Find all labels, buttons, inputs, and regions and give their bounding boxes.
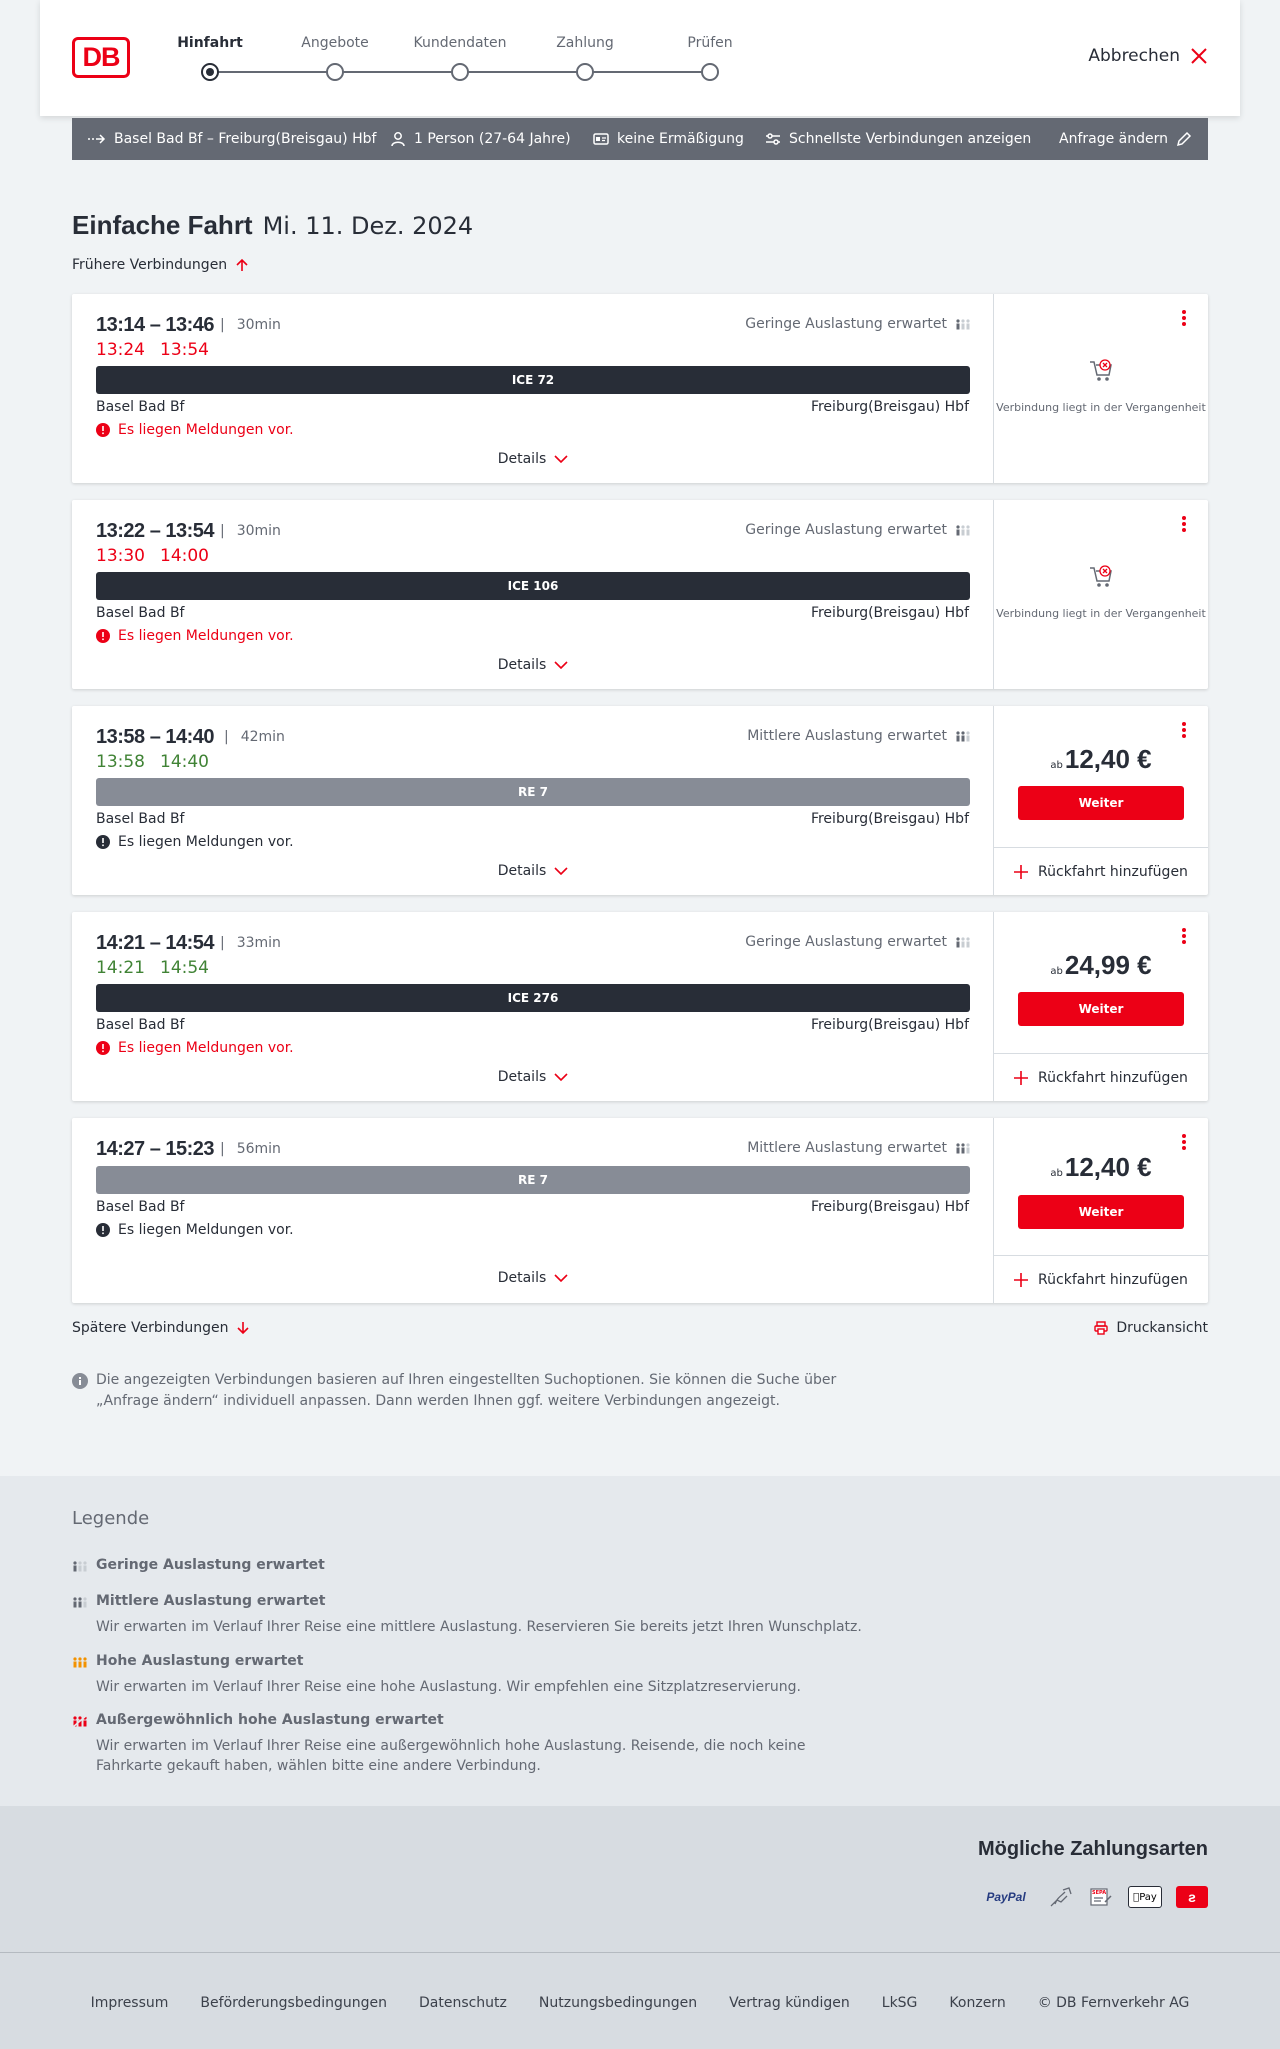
- chevron-down-icon: [554, 455, 568, 463]
- arrival-station: Freiburg(Breisgau) Hbf: [810, 1017, 969, 1033]
- earlier-connections-link[interactable]: [72, 257, 249, 273]
- offer-panel: [994, 294, 1208, 483]
- disruption-text: Es liegen Meldungen vor.: [118, 422, 294, 438]
- summary-options[interactable]: [765, 118, 1031, 160]
- legend-item-text: Wir erwarten im Verlauf Ihrer Reise eine mittlere Auslastung. Reservieren Sie bereits jetzt Ihren Wunschplatz.: [96, 1619, 862, 1635]
- more-options-icon[interactable]: [1176, 1132, 1192, 1152]
- details-label: Details: [497, 863, 547, 879]
- more-options-icon[interactable]: [1176, 720, 1192, 740]
- disruption-message: [96, 1040, 294, 1056]
- add-return-label: Rückfahrt hinzufügen: [1038, 1069, 1188, 1086]
- add-return-label: Rückfahrt hinzufügen: [1038, 1271, 1188, 1288]
- alert-icon: [96, 1041, 110, 1055]
- connection-times: 13:14 – 13:46: [96, 314, 215, 336]
- db-logo[interactable]: DB: [72, 37, 130, 78]
- step-dot-hinfahrt: [201, 63, 219, 81]
- cart-unavailable-icon: [1087, 356, 1115, 384]
- plus-icon: [1014, 1071, 1028, 1085]
- price-prefix: ab: [1050, 1168, 1063, 1179]
- details-label: Details: [497, 451, 547, 467]
- disruption-text: Es liegen Meldungen vor.: [118, 1222, 294, 1238]
- legend-item-title: Hohe Auslastung erwartet: [96, 1653, 304, 1669]
- legend-item-low: [72, 1557, 872, 1573]
- details-toggle[interactable]: [72, 1069, 994, 1085]
- connection-duration: | 33min: [220, 935, 281, 951]
- realtime-departure: 13:58: [96, 752, 145, 772]
- footer-links: [0, 1995, 1280, 2011]
- connection-info[interactable]: [72, 706, 994, 895]
- connection-duration: | 30min: [220, 317, 281, 333]
- step-dot-kundendaten: [451, 63, 469, 81]
- discount-text: keine Ermäßigung: [617, 131, 744, 147]
- more-options-icon[interactable]: [1176, 514, 1192, 534]
- connection-duration: | 30min: [220, 523, 281, 539]
- occupancy-low-icon: [72, 1559, 88, 1573]
- arrival-station: Freiburg(Breisgau) Hbf: [810, 399, 969, 415]
- search-summary-bar: [72, 118, 1208, 160]
- arrival-station: Freiburg(Breisgau) Hbf: [810, 811, 969, 827]
- step-dot-pruefen: [701, 63, 719, 81]
- disruption-text: Es liegen Meldungen vor.: [118, 1040, 294, 1056]
- summary-discount[interactable]: [593, 118, 744, 160]
- legend-item-text: Wir erwarten im Verlauf Ihrer Reise eine hohe Auslastung. Wir empfehlen eine Sitzplatzreservierung.: [96, 1679, 801, 1695]
- disruption-text: Es liegen Meldungen vor.: [118, 834, 294, 850]
- payment-methods: [978, 1886, 1208, 1908]
- occupancy-low-icon: [955, 317, 971, 331]
- connection-times: 13:58 – 14:40: [96, 726, 215, 748]
- alert-icon: [96, 423, 110, 437]
- trip-date: Mi. 11. Dez. 2024: [262, 212, 474, 240]
- realtime-arrival: 14:54: [160, 958, 209, 978]
- arrival-station: Freiburg(Breisgau) Hbf: [810, 605, 969, 621]
- offer-panel: [994, 500, 1208, 689]
- person-icon: [390, 131, 406, 147]
- legend-item-title: Geringe Auslastung erwartet: [96, 1557, 325, 1573]
- step-hinfahrt: Hinfahrt: [177, 35, 243, 51]
- chevron-down-icon: [554, 661, 568, 669]
- train-bar[interactable]: ICE 106: [96, 572, 970, 600]
- departure-station: Basel Bad Bf: [96, 1199, 185, 1215]
- occupancy-medium-icon: [72, 1595, 88, 1609]
- past-connection-note: Verbindung liegt in der Vergangenheit: [996, 607, 1206, 620]
- occupancy-low-icon: [955, 523, 971, 537]
- connection-card: [72, 1118, 1208, 1303]
- payment-title: Mögliche Zahlungsarten: [977, 1838, 1208, 1860]
- connection-times: 14:27 – 15:23: [96, 1138, 215, 1160]
- legend-item-very-high: [72, 1712, 872, 1776]
- footer-copyright: © DB Fernverkehr AG: [1037, 1995, 1190, 2011]
- connection-card: [72, 500, 1208, 689]
- footer-link-impressum[interactable]: Impressum: [90, 1995, 169, 2011]
- legend-item-medium: [72, 1593, 872, 1637]
- footer-link-lksg[interactable]: LkSG: [881, 1995, 918, 2011]
- legend-item-title: Mittlere Auslastung erwartet: [96, 1593, 326, 1609]
- details-label: Details: [497, 1270, 547, 1286]
- chevron-down-icon: [554, 1073, 568, 1081]
- more-options-icon[interactable]: [1176, 308, 1192, 328]
- db-bonus-icon: ƨ: [1176, 1886, 1208, 1908]
- print-view-link[interactable]: [1094, 1320, 1208, 1336]
- summary-travelers[interactable]: [390, 118, 571, 160]
- chevron-down-icon: [554, 1274, 568, 1282]
- paypal-icon: PayPal: [986, 1890, 1026, 1904]
- change-request-button[interactable]: [1059, 118, 1192, 160]
- price-prefix: ab: [1050, 760, 1063, 771]
- pencil-icon: [1176, 131, 1192, 147]
- details-toggle[interactable]: [72, 657, 994, 673]
- occupancy-indicator: [745, 316, 971, 332]
- occupancy-label: Mittlere Auslastung erwartet: [747, 728, 947, 744]
- realtime-departure: 13:30: [96, 546, 145, 566]
- occupancy-indicator: [745, 934, 971, 950]
- realtime-arrival: 14:00: [160, 546, 209, 566]
- later-connections-link[interactable]: [72, 1320, 250, 1336]
- departure-station: Basel Bad Bf: [96, 399, 185, 415]
- train-bar[interactable]: ICE 72: [96, 366, 970, 394]
- train-bar[interactable]: RE 7: [96, 1166, 970, 1194]
- disruption-message: [96, 834, 294, 850]
- occupancy-medium-icon: [955, 1141, 971, 1155]
- train-bar[interactable]: RE 7: [96, 778, 970, 806]
- route-text: Basel Bad Bf – Freiburg(Breisgau) Hbf: [114, 131, 377, 147]
- summary-route[interactable]: [88, 118, 376, 160]
- offer-panel: [994, 706, 1208, 895]
- offer-panel: [994, 912, 1208, 1101]
- occupancy-low-icon: [955, 935, 971, 949]
- details-toggle[interactable]: [72, 863, 994, 879]
- step-dot-zahlung: [576, 63, 594, 81]
- footer-link-befoerderungsbedingungen[interactable]: Beförderungsbedingungen: [200, 1995, 387, 2011]
- connection-card: [72, 294, 1208, 483]
- legend-item-text: Wir erwarten im Verlauf Ihrer Reise eine außergewöhnlich hohe Auslastung. Reisende, die noch keine Fahrkarte gekauft haben, wählen bitte eine andere Verbindung.: [96, 1738, 806, 1774]
- legend-item-title: Außergewöhnlich hohe Auslastung erwartet: [96, 1712, 444, 1728]
- connection-info[interactable]: [72, 1118, 994, 1303]
- occupancy-medium-icon: [955, 729, 971, 743]
- occupancy-label: Mittlere Auslastung erwartet: [747, 1140, 947, 1156]
- price-value: 12,40 €: [1064, 1152, 1152, 1182]
- later-connections-label: Spätere Verbindungen: [72, 1320, 229, 1336]
- footer: [0, 1952, 1280, 2049]
- connection-info[interactable]: [72, 294, 994, 483]
- step-dot-angebote: [326, 63, 344, 81]
- cancel-label: Abbrechen: [1088, 46, 1180, 66]
- connection-card: [72, 706, 1208, 895]
- occupancy-very-high-icon: [72, 1714, 88, 1728]
- sliders-icon: [765, 132, 781, 146]
- apple-pay-icon: Pay: [1128, 1886, 1162, 1908]
- realtime-departure: 14:21: [96, 958, 145, 978]
- legend-title: Legende: [72, 1508, 150, 1529]
- connection-duration: | 56min: [220, 1141, 281, 1157]
- info-text: Die angezeigten Verbindungen basieren auf Ihren eingestellten Suchoptionen. Sie können die Suche über „Anfrage ändern“ individuell anpassen. Dann werden Ihnen ggf. weitere Verbindungen angezeigt.: [96, 1372, 837, 1409]
- add-return-label: Rückfahrt hinzufügen: [1038, 863, 1188, 880]
- route-arrow-icon: [88, 134, 106, 144]
- print-view-label: Druckansicht: [1116, 1320, 1208, 1336]
- details-toggle[interactable]: [72, 451, 994, 467]
- past-connection-note: Verbindung liegt in der Vergangenheit: [996, 401, 1206, 414]
- price-value: 12,40 €: [1064, 744, 1152, 774]
- connection-times: 13:22 – 13:54: [96, 520, 215, 542]
- alert-icon: [96, 835, 110, 849]
- disruption-text: Es liegen Meldungen vor.: [118, 628, 294, 644]
- travelers-text: 1 Person (27-64 Jahre): [414, 131, 571, 147]
- step-angebote: Angebote: [301, 35, 369, 51]
- payment-section: [0, 1806, 1280, 1952]
- occupancy-indicator: [747, 728, 971, 744]
- price: [994, 950, 1208, 981]
- occupancy-indicator: [747, 1140, 971, 1156]
- add-return-button[interactable]: [994, 1255, 1208, 1303]
- connection-times: 14:21 – 14:54: [96, 932, 215, 954]
- realtime-arrival: 14:40: [160, 752, 209, 772]
- occupancy-label: Geringe Auslastung erwartet: [745, 522, 947, 538]
- connection-duration: | 42min: [224, 729, 285, 745]
- details-toggle[interactable]: [72, 1270, 994, 1286]
- continue-button[interactable]: Weiter: [1018, 992, 1184, 1026]
- footer-link-nutzungsbedingungen[interactable]: Nutzungsbedingungen: [538, 1995, 698, 2011]
- price: [994, 1152, 1208, 1183]
- continue-button[interactable]: Weiter: [1018, 1195, 1184, 1229]
- occupancy-high-icon: [72, 1655, 88, 1669]
- occupancy-label: Geringe Auslastung erwartet: [745, 316, 947, 332]
- cart-unavailable-icon: [1087, 562, 1115, 590]
- connection-info[interactable]: [72, 912, 994, 1101]
- header: [40, 0, 1240, 116]
- sepa-direct-debit-icon: SEPA: [1088, 1886, 1114, 1908]
- disruption-message: [96, 422, 294, 438]
- change-request-label: Anfrage ändern: [1059, 131, 1168, 147]
- more-options-icon[interactable]: [1176, 926, 1192, 946]
- printer-icon: [1094, 1321, 1108, 1335]
- details-label: Details: [497, 1069, 547, 1085]
- departure-station: Basel Bad Bf: [96, 605, 185, 621]
- disruption-message: [96, 628, 294, 644]
- plus-icon: [1014, 1273, 1028, 1287]
- options-text: Schnellste Verbindungen anzeigen: [789, 131, 1032, 147]
- departure-station: Basel Bad Bf: [96, 811, 185, 827]
- add-return-button[interactable]: [994, 847, 1208, 895]
- offer-panel: [994, 1118, 1208, 1303]
- realtime-arrival: 13:54: [160, 340, 209, 360]
- alert-icon: [96, 1223, 110, 1237]
- legend-section: [0, 1476, 1280, 1806]
- details-label: Details: [497, 657, 547, 673]
- installment-hand-icon: [1048, 1886, 1074, 1908]
- occupancy-label: Geringe Auslastung erwartet: [745, 934, 947, 950]
- plus-icon: [1014, 865, 1028, 879]
- arrow-up-icon: [235, 258, 249, 272]
- card-icon: [593, 133, 609, 145]
- cancel-button[interactable]: [1088, 46, 1208, 66]
- add-return-button[interactable]: [994, 1053, 1208, 1101]
- info-note: [72, 1370, 852, 1412]
- price-value: 24,99 €: [1064, 950, 1152, 980]
- footer-link-vertrag-kuendigen[interactable]: Vertrag kündigen: [729, 1995, 850, 2011]
- step-zahlung: Zahlung: [556, 35, 614, 51]
- step-pruefen: Prüfen: [687, 35, 733, 51]
- alert-icon: [96, 629, 110, 643]
- departure-station: Basel Bad Bf: [96, 1017, 185, 1033]
- realtime-departure: 13:24: [96, 340, 145, 360]
- page-title: [72, 210, 473, 241]
- earlier-connections-label: Frühere Verbindungen: [72, 257, 228, 273]
- occupancy-indicator: [745, 522, 971, 538]
- price-prefix: ab: [1050, 966, 1063, 977]
- arrival-station: Freiburg(Breisgau) Hbf: [810, 1199, 969, 1215]
- footer-link-datenschutz[interactable]: Datenschutz: [418, 1995, 507, 2011]
- connection-info[interactable]: [72, 500, 994, 689]
- connection-card: [72, 912, 1208, 1101]
- trip-type: Einfache Fahrt: [72, 210, 253, 240]
- continue-button[interactable]: Weiter: [1018, 786, 1184, 820]
- chevron-down-icon: [554, 867, 568, 875]
- legend-item-high: [72, 1653, 872, 1697]
- footer-link-konzern[interactable]: Konzern: [949, 1995, 1006, 2011]
- train-bar[interactable]: ICE 276: [96, 984, 970, 1012]
- price: [994, 744, 1208, 775]
- disruption-message: [96, 1222, 294, 1238]
- info-icon: [72, 1373, 88, 1389]
- step-kundendaten: Kundendaten: [413, 35, 507, 51]
- arrow-down-icon: [236, 1321, 250, 1335]
- close-icon: [1190, 47, 1208, 65]
